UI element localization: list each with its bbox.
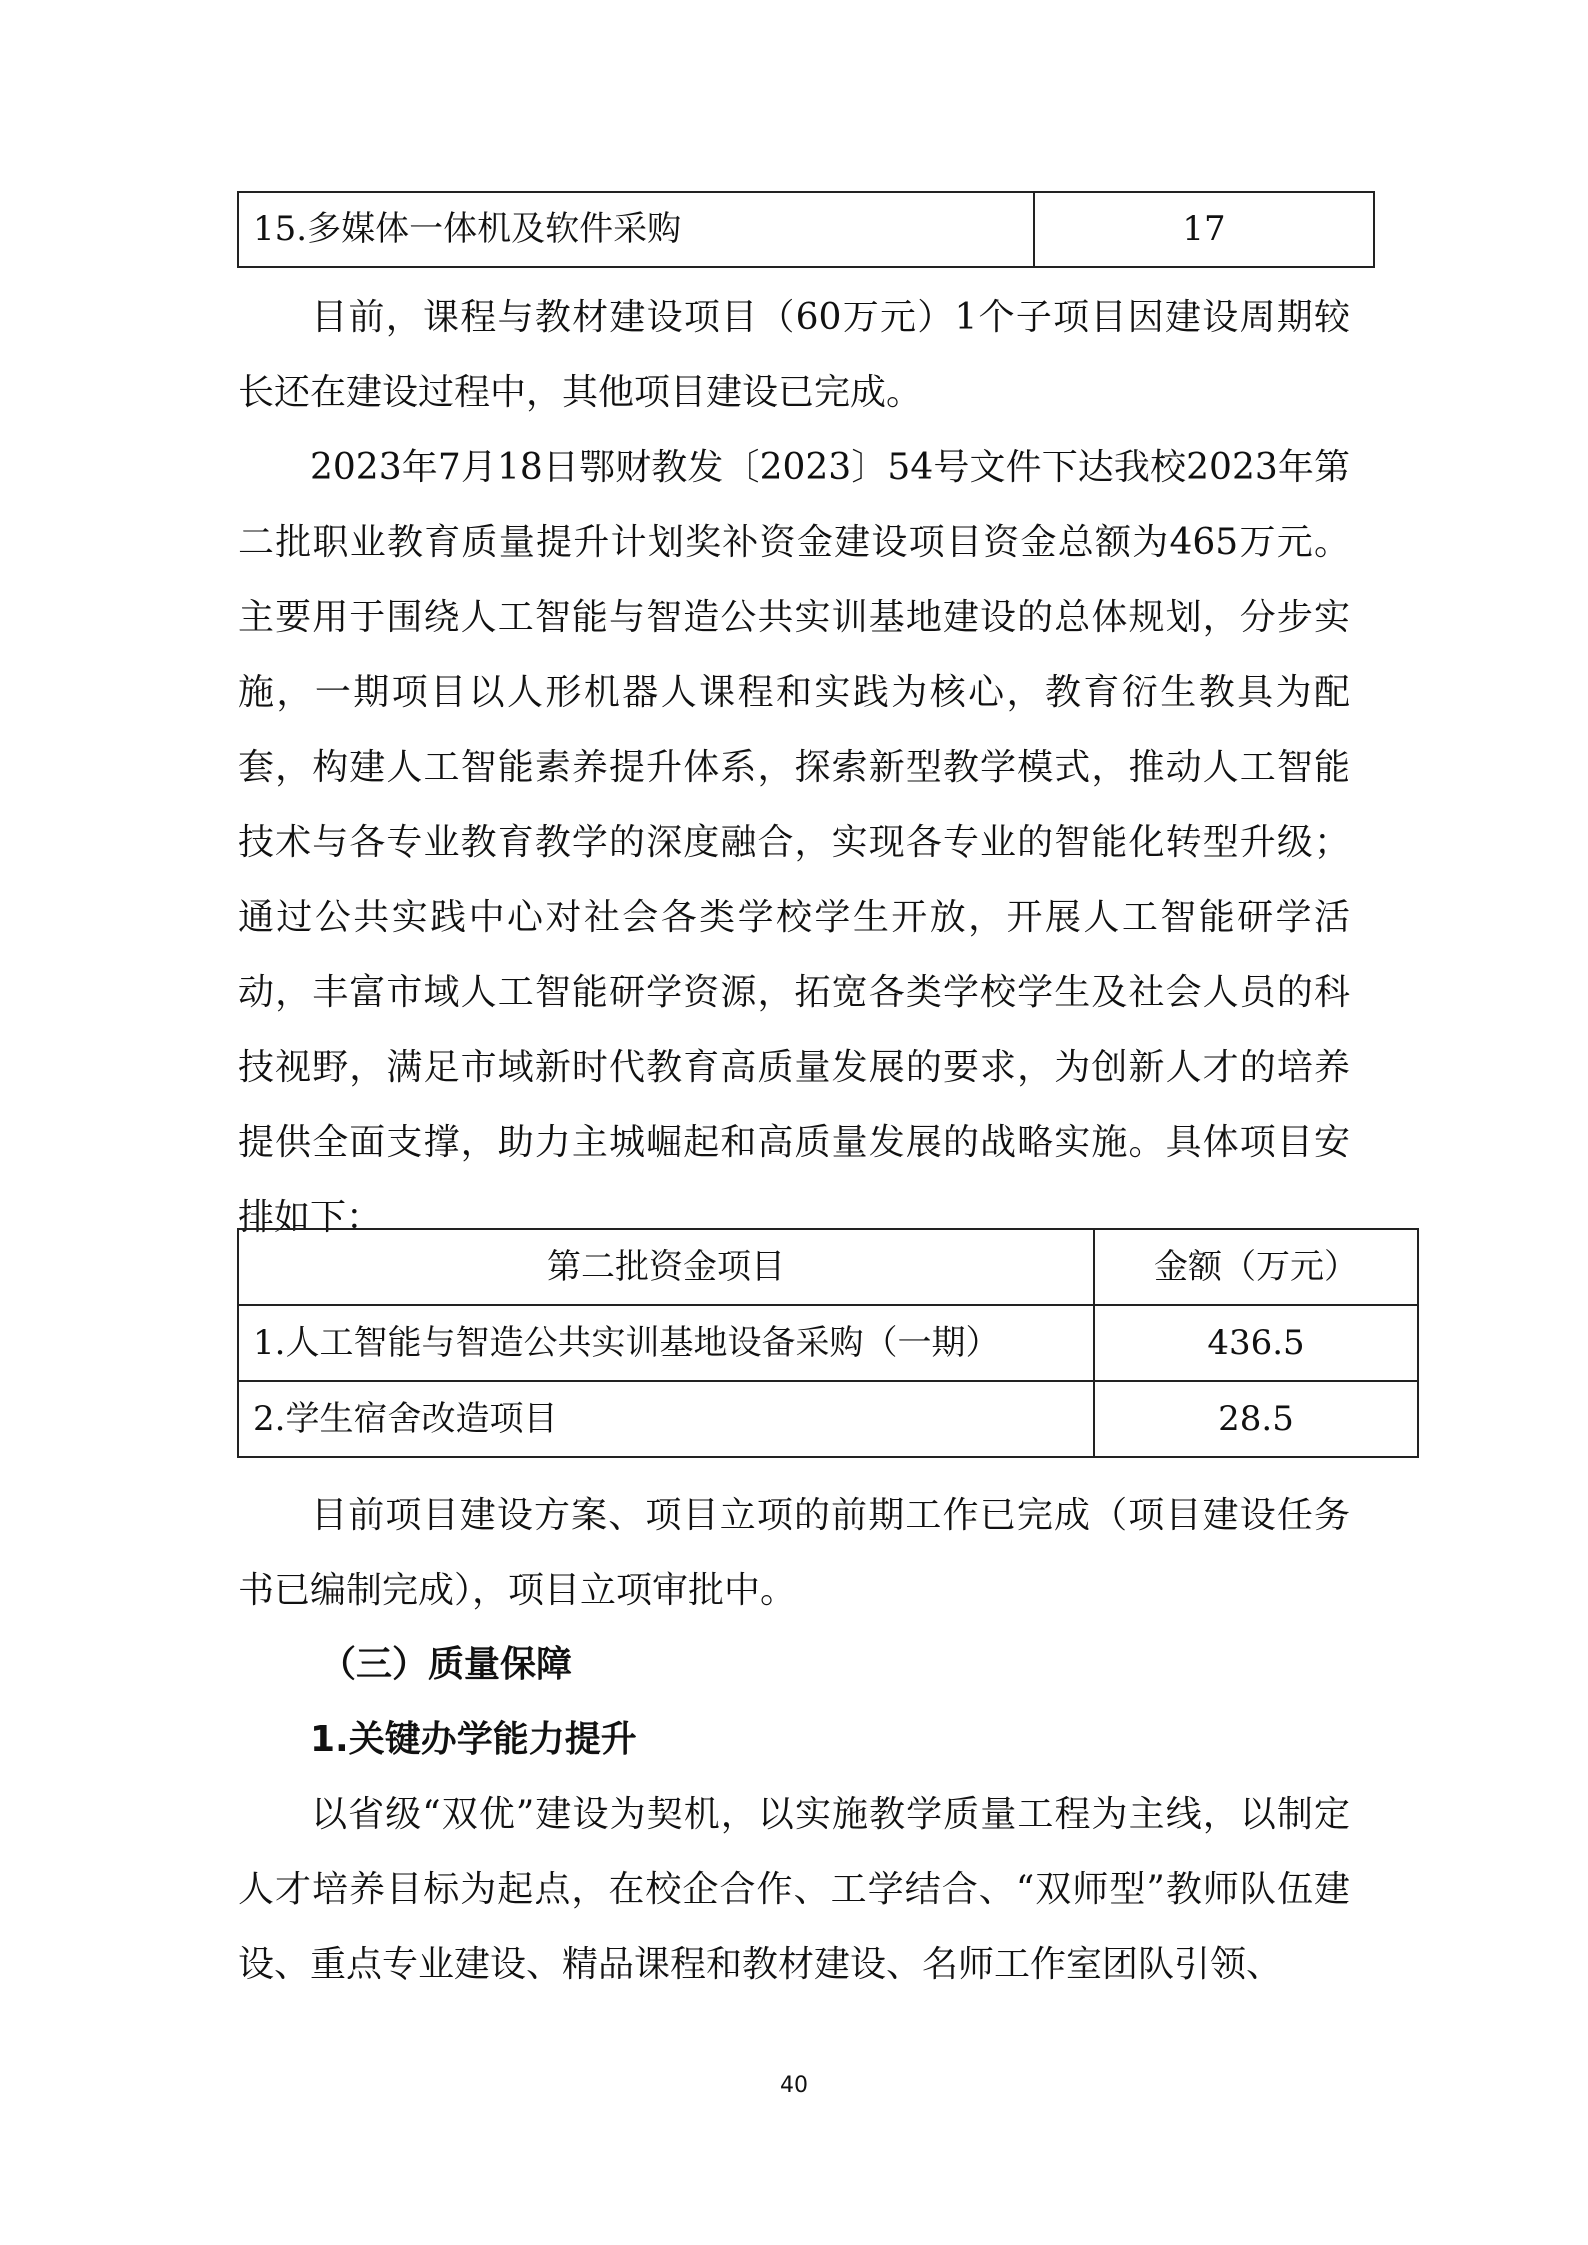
second-batch-fund-table [237,1228,1419,1458]
table-header-row [238,1229,1418,1305]
table-cell-item: 15.多媒体一体机及软件采购 [238,192,1034,267]
table-header-amount: 金额（万元） [1094,1229,1418,1305]
paragraph [238,1777,1350,2002]
paragraph-text: 2023年7月18日鄂财教发〔2023〕54号文件下达我校2023年第二批职业教育质量提升计划奖补资金建设项目资金总额为465万元。主要用于围绕人工智能与智造公共实训基地建设的总体规划，分步实施，一期项目以人形机器人课程和实践为核心，教育衍生教具为配套，构建人工智能素养提升体系，探索新型教学模式，推动人工智能技术与各专业教育教学的深度融合，实现各专业的智能化转型升级；通过公共实践中心对社会各类学校学生开放，开展人工智能研学活动，丰富市域人工智能研学资源，拓宽各类学校学生及社会人员的科技视野，满足市域新时代教育高质量发展的要求，为创新人才的培养提供全面支撑，助力主城崛起和高质量发展的战略实施。具体项目安排如下： [238,447,1350,1238]
paragraph-text: 以省级“双优”建设为契机，以实施教学质量工程为主线，以制定人才培养目标为起点，在校企合作、工学结合、“双师型”教师队伍建设、重点专业建设、精品课程和教材建设、名师工作室团队引领、 [238,1794,1350,1985]
page-number: 40 [780,2073,808,2098]
table-cell-item: 2.学生宿舍改造项目 [238,1381,1094,1457]
paragraph-text: 目前，课程与教材建设项目（60万元）1个子项目因建设周期较长还在建设过程中，其他项目建设已完成。 [238,297,1350,413]
table-header-item: 第二批资金项目 [238,1229,1094,1305]
project-table-continued [237,191,1375,268]
table-cell-item: 1.人工智能与智造公共实训基地设备采购（一期） [238,1305,1094,1381]
subsection-heading: 1.关键办学能力提升 [310,1719,637,1760]
paragraph-text: 目前项目建设方案、项目立项的前期工作已完成（项目建设任务书已编制完成），项目立项审批中。 [238,1495,1350,1611]
table-cell-amount: 436.5 [1094,1305,1418,1381]
paragraph [238,1478,1350,1628]
table-row [238,192,1374,267]
table-row [238,1381,1418,1457]
table-cell-amount: 17 [1034,192,1374,267]
table-cell-amount: 28.5 [1094,1381,1418,1457]
section-heading: （三）质量保障 [320,1644,573,1685]
table-row [238,1305,1418,1381]
paragraph [238,430,1350,1255]
paragraph [238,280,1350,430]
